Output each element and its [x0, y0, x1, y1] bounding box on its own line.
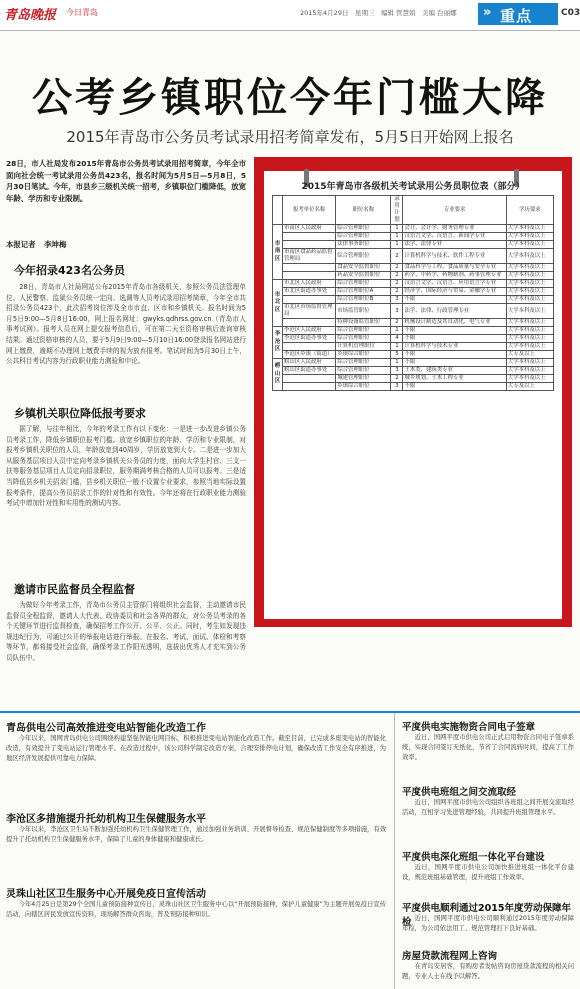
table-cell: 综合管理职位: [336, 249, 391, 264]
table-cell: 大学本科及以上: [506, 249, 553, 264]
brief-title-1: 平度供电实施物资合同电子签章: [402, 722, 536, 733]
table-cell: 城建管理职位: [336, 375, 391, 383]
table-cell: 1: [391, 343, 403, 351]
col-header: 专业要求: [403, 196, 506, 225]
table-cell: 4: [391, 335, 403, 343]
table-row: [273, 280, 554, 288]
table-row: [273, 319, 554, 327]
page-header: [0, 0, 580, 31]
table-row: [273, 233, 554, 241]
table-cell: 综合管理职位: [336, 280, 391, 288]
table-cell: 3: [391, 383, 403, 391]
brief-title-3: 平度供电深化班组一体化平台建设: [402, 852, 545, 863]
table-cell: 综合管理职位: [336, 233, 391, 241]
table-cell: 会计、会计学、财务管理专业: [403, 225, 506, 233]
col-header: 报考单位名称: [283, 196, 336, 225]
column-rule: [394, 713, 395, 989]
table-cell: [283, 272, 336, 280]
table-cell: 市场监管职位: [336, 304, 391, 319]
table-title: 2015年青岛市各级机关考试录用公务员职位表（部分）: [301, 182, 525, 192]
table-cell: 综合管理职位: [336, 335, 391, 343]
table-row: [273, 351, 554, 359]
table-cell: 1: [391, 233, 403, 241]
table-row: [273, 367, 554, 375]
chevron-right-icon: »: [483, 5, 492, 20]
table-cell: 大学本科及以上: [506, 367, 553, 375]
region-cell: 李沧区: [273, 327, 283, 359]
table-row: [273, 288, 554, 296]
section-tab-label: 重点: [500, 7, 533, 25]
table-cell: 大学本科及以上: [506, 304, 553, 319]
table-cell: 2: [391, 288, 403, 296]
table-cell: 李沧区乡镇（街道）: [283, 351, 336, 359]
region-cell: 市北区: [273, 280, 283, 327]
table-cell: 综合管理职位A: [336, 288, 391, 296]
table-row: [273, 264, 554, 272]
brief-text-4: 近日，国网平度市供电公司顺利通过2015年度劳动保障年检，为公司依法用工、规范管理打下良好基础。: [402, 915, 574, 932]
table-row: [273, 343, 554, 351]
table-cell: [283, 233, 336, 241]
col-header: 职位名称: [336, 196, 391, 225]
brief-text-5: 在青岛安居客，有购房者发帖咨询房屋贷款流程的相关问题，专业人士在线予以解答。: [402, 963, 574, 980]
section-title-2: 乡镇机关职位降低报考要求: [14, 407, 146, 420]
table-cell: 汉语言文学、汉语言、应用语言学专业: [403, 280, 506, 288]
table-row: [273, 383, 554, 391]
table-cell: 乡镇综合职位: [336, 351, 391, 359]
table-cell: 不限: [403, 383, 506, 391]
table-cell: 2: [391, 264, 403, 272]
brief-title-5: 房屋贷款流程网上咨询: [402, 951, 498, 962]
table-cell: 崂山区街道办事处: [283, 367, 336, 375]
table-cell: 大专及以上: [506, 383, 553, 391]
byline-org: 本报记者: [6, 240, 36, 249]
table-cell: 大学本科及以上: [506, 264, 553, 272]
brief-title-2: 平度供电班组之间交流取经: [402, 787, 517, 798]
table-cell: 综合管理职位: [336, 367, 391, 375]
main-headline: 公考乡镇职位今年门槛大降: [32, 74, 548, 121]
section-tab: [478, 3, 558, 25]
brief-text-1: 近日，国网平度市供电公司正式启用物资合同电子签章系统，实现合同签订无纸化，节省了合同流转时间，提高了工作效率。: [402, 734, 574, 761]
news-text-1: 今年以来，国网青岛供电公司围绕构建坚强智能电网目标，积极推进变电站智能化改造工作。截至目前，已完成多座变电站的智能化改造，有效提升了变电站运行管理水平。在改造过程中，该公司科学制定改造方案，合理安排停电计划，确保改造工作安全有序推进，为地区经济发展提供可靠电力保障。: [6, 735, 386, 762]
table-cell: 大学本科及以上: [506, 225, 553, 233]
table-cell: 1: [391, 241, 403, 249]
job-table-panel: [254, 157, 572, 627]
table-row: [273, 359, 554, 367]
table-cell: 2: [391, 375, 403, 383]
table-cell: 市南区人民政府: [283, 225, 336, 233]
table-cell: 不限: [403, 351, 506, 359]
page-number: C03: [561, 8, 580, 18]
table-cell: [283, 296, 336, 304]
table-cell: 汉语言文学、汉语言、新闻学专业: [403, 233, 506, 241]
table-cell: [283, 343, 336, 351]
brief-text-3: 近日，国网平度市供电公司加快推进班组一体化平台建设，规范班组基础管理，提升班组工作效率。: [402, 864, 574, 881]
brief-text-2: 近日，国网平度市供电公司组织各班组之间开展交流取经活动，互相学习先进管理经验，共同提升班组管理水平。: [402, 799, 574, 816]
table-cell: 计算机科学与技术、软件工程专业: [403, 249, 506, 264]
table-cell: 大学本科及以上: [506, 272, 553, 280]
table-cell: 大专及以上: [506, 351, 553, 359]
table-cell: 不限: [403, 327, 506, 335]
table-cell: 大学本科及以上: [506, 375, 553, 383]
table-cell: 李沧区人民政府: [283, 327, 336, 335]
table-cell: 2: [391, 319, 403, 327]
section-title-1: 今年招录423名公务员: [14, 264, 125, 277]
table-cell: 法学、法律、行政管理专业: [403, 304, 506, 319]
table-cell: 计算机科学与技术专业: [403, 343, 506, 351]
newspaper-logo: 青岛晚报: [4, 8, 57, 23]
table-cell: 3: [391, 296, 403, 304]
table-row: [273, 241, 554, 249]
table-cell: 不限: [403, 359, 506, 367]
table-cell: 2: [391, 280, 403, 288]
table-cell: 城乡规划、土木工程专业: [403, 375, 506, 383]
table-cell: 综合管理职位B: [336, 296, 391, 304]
brief-title-4: 平度供电顺利通过2015年度劳动保障年检: [402, 903, 571, 928]
table-cell: 2: [391, 272, 403, 280]
table-cell: 机械设计制造及其自动化、电气专业: [403, 319, 506, 327]
table-cell: 1: [391, 225, 403, 233]
table-row: [273, 225, 554, 233]
news-title-1: 青岛供电公司高效推进变电站智能化改造工作: [6, 723, 206, 734]
news-title-3: 灵珠山社区卫生服务中心开展免疫日宣传活动: [6, 889, 206, 900]
job-table-paper: [264, 171, 562, 619]
table-cell: 药品安全监督职位: [336, 272, 391, 280]
table-cell: [283, 383, 336, 391]
table-cell: 市南区食品药品监督管理局: [283, 249, 336, 264]
table-header-row: [273, 196, 554, 225]
table-cell: 不限: [403, 296, 506, 304]
table-cell: 不限: [403, 335, 506, 343]
table-cell: 市北区人民政府: [283, 280, 336, 288]
table-cell: 药学、中药学、药物制剂、药事管理专业: [403, 272, 506, 280]
section-name: 今日青岛: [66, 8, 98, 17]
section-title-3: 邀请市民监督员全程监督: [14, 583, 135, 596]
subheadline: 2015年青岛市公务员考试录用招考简章发布，5月5日开始网上报名: [66, 128, 514, 146]
table-cell: 1: [391, 327, 403, 335]
table-row: [273, 249, 554, 264]
byline-name: 李坤梅: [44, 240, 67, 249]
table-cell: 大学本科及以上: [506, 359, 553, 367]
table-cell: 大学本科及以上: [506, 288, 553, 296]
table-cell: 综合管理职位: [336, 327, 391, 335]
table-cell: 市北区市场监督管理局: [283, 304, 336, 319]
table-cell: 法律事务职位: [336, 241, 391, 249]
table-cell: 法学、法律专业: [403, 241, 506, 249]
table-row: [273, 335, 554, 343]
table-cell: 土木类、建筑类专业: [403, 367, 506, 375]
table-cell: 特种设备监管职位: [336, 319, 391, 327]
region-cell: 市南区: [273, 225, 283, 280]
region-cell: 崂山区: [273, 359, 283, 391]
lead-paragraph: 28日，市人社局发布2015年青岛市公务员考试录用招考简章，今年全市面向社会统一考试录用公务员423名，报名时间为5月5日—5月8日，5月30日笔试。今年，市县乡三级机关统一招考，乡镇职位门槛降低，放宽年龄、学历和专业限制。: [6, 159, 246, 203]
table-cell: 大学本科及以上: [506, 280, 553, 288]
table-cell: 2: [391, 249, 403, 264]
table-cell: 食品安全监督职位: [336, 264, 391, 272]
table-cell: 市北区街道办事处: [283, 288, 336, 296]
issue-meta: 2015年4月29日 星期三 编辑 管慧娟 美编 台丽娜: [300, 9, 457, 17]
news-text-3: 今年4月25日是第29个全国儿童预防接种宣传日，灵珠山社区卫生服务中心以“开展预防接种，保护儿童健康”为主题开展免疫日宣传活动，向辖区居民发放宣传资料，现场解答群众咨询，普及预防接种知识。: [6, 901, 386, 918]
section-text-3: 为做好今年考录工作，青岛市公务员主管部门将组织社会监督，主动邀请市民监督员全程监督，邀请人大代表、政协委员和社会各界的群众，对公务员考录的各个关键环节进行监督检查，确保招考工作公开、公平、公正。同时，考生如发现违规违纪行为，可通过公开的举报电话进行举报。在报名、考试、面试、体检和考察等环节，都将接受社会监督，确保考录工作阳光透明，选拔出优秀人才充实到公务员队伍中。: [6, 601, 246, 662]
table-cell: 食品科学与工程、食品质量与安全专业: [403, 264, 506, 272]
bottom-divider: [0, 711, 580, 713]
table-cell: 计算机管理职位: [336, 343, 391, 351]
table-cell: 3: [391, 304, 403, 319]
table-cell: 1: [391, 359, 403, 367]
table-cell: 李沧区街道办事处: [283, 335, 336, 343]
table-row: [273, 272, 554, 280]
news-title-2: 李沧区多措施提升托幼机构卫生保健服务水平: [6, 814, 206, 825]
table-cell: 崂山区人民政府: [283, 359, 336, 367]
table-cell: 乡镇综合职位: [336, 383, 391, 391]
table-cell: 综合管理职位: [336, 225, 391, 233]
table-row: [273, 304, 554, 319]
table-cell: 经济学、国际经济与贸易、金融学专业: [403, 288, 506, 296]
table-cell: 5: [391, 351, 403, 359]
table-cell: 大学本科及以上: [506, 327, 553, 335]
table-cell: 大学本科及以上: [506, 233, 553, 241]
job-table: [272, 195, 554, 391]
table-cell: 大学本科及以上: [506, 319, 553, 327]
table-cell: 大学本科及以上: [506, 343, 553, 351]
news-text-2: 今年以来，李沧区卫生局不断加强托幼机构卫生保健管理工作，通过加强业务培训、开展督导检查、规范保健制度等多项措施，有效提升了托幼机构卫生保健服务水平，保障了儿童的身体健康和健康成长。: [6, 826, 386, 843]
table-row: [273, 296, 554, 304]
byline: [6, 239, 72, 250]
section-text-2: 据了解，与往年相比，今年的考录工作有以下变化：一是进一步改进乡镇公务员考录工作，降低乡镇职位报考门槛。放宽乡镇职位的年龄、学历和专业限制，对报考乡镇机关职位的人员，年龄放宽到40周岁，学历放宽到大专。二是进一步加大从服务基层项目人员中定向考录乡镇机关公务员的力度，面向大学生村官、三支一扶等服务基层项目人员定向招录职位，服务期满考核合格的人员可以报考。三是适当降低县乡机关招录门槛，县乡机关职位一般不设置专业要求，参照当地实际设置报考条件，提高公务员招录工作的针对性和有效性。今年还将在行政职业能力测验考试中增加针对性和实用性的测试内容。: [6, 425, 246, 508]
table-cell: [283, 241, 336, 249]
col-header: 录用计划: [391, 196, 403, 225]
table-cell: 大学本科及以上: [506, 296, 553, 304]
table-cell: 3: [391, 367, 403, 375]
table-row: [273, 375, 554, 383]
table-cell: [283, 375, 336, 383]
table-cell: 大学本科及以上: [506, 335, 553, 343]
table-row: [273, 327, 554, 335]
col-header: 学历要求: [506, 196, 553, 225]
table-cell: [283, 319, 336, 327]
table-cell: [283, 264, 336, 272]
table-cell: 大学本科及以上: [506, 241, 553, 249]
section-text-1: 28日，青岛市人社局网站公布2015年青岛市各级机关、参照公务员法管理单位、人民警察、监狱公务员统一定向、选调等人员考试录用招考简章，今年全市共招录公务员423个，此次招考岗位涉及全市市直、区市和乡镇机关。报名时间为5月5日9:00—5月8日16:00，网上报名网址：gwyks.qdhrss.gov.cn（青岛市人事考试网）。报考人员在网上提交报考信息后，可在第二天至资格审核后查询审核结果。通过资格审核的人员，要于5月9日9:00—5月10日16:00登录报名网站进行网上缴费，逾期不办理网上缴费手续的视为放弃报考。笔试时间为5月30日上午，公共科目考试内容为行政职业能力测验和申论。: [6, 283, 246, 366]
table-cell: 综合管理职位: [336, 359, 391, 367]
